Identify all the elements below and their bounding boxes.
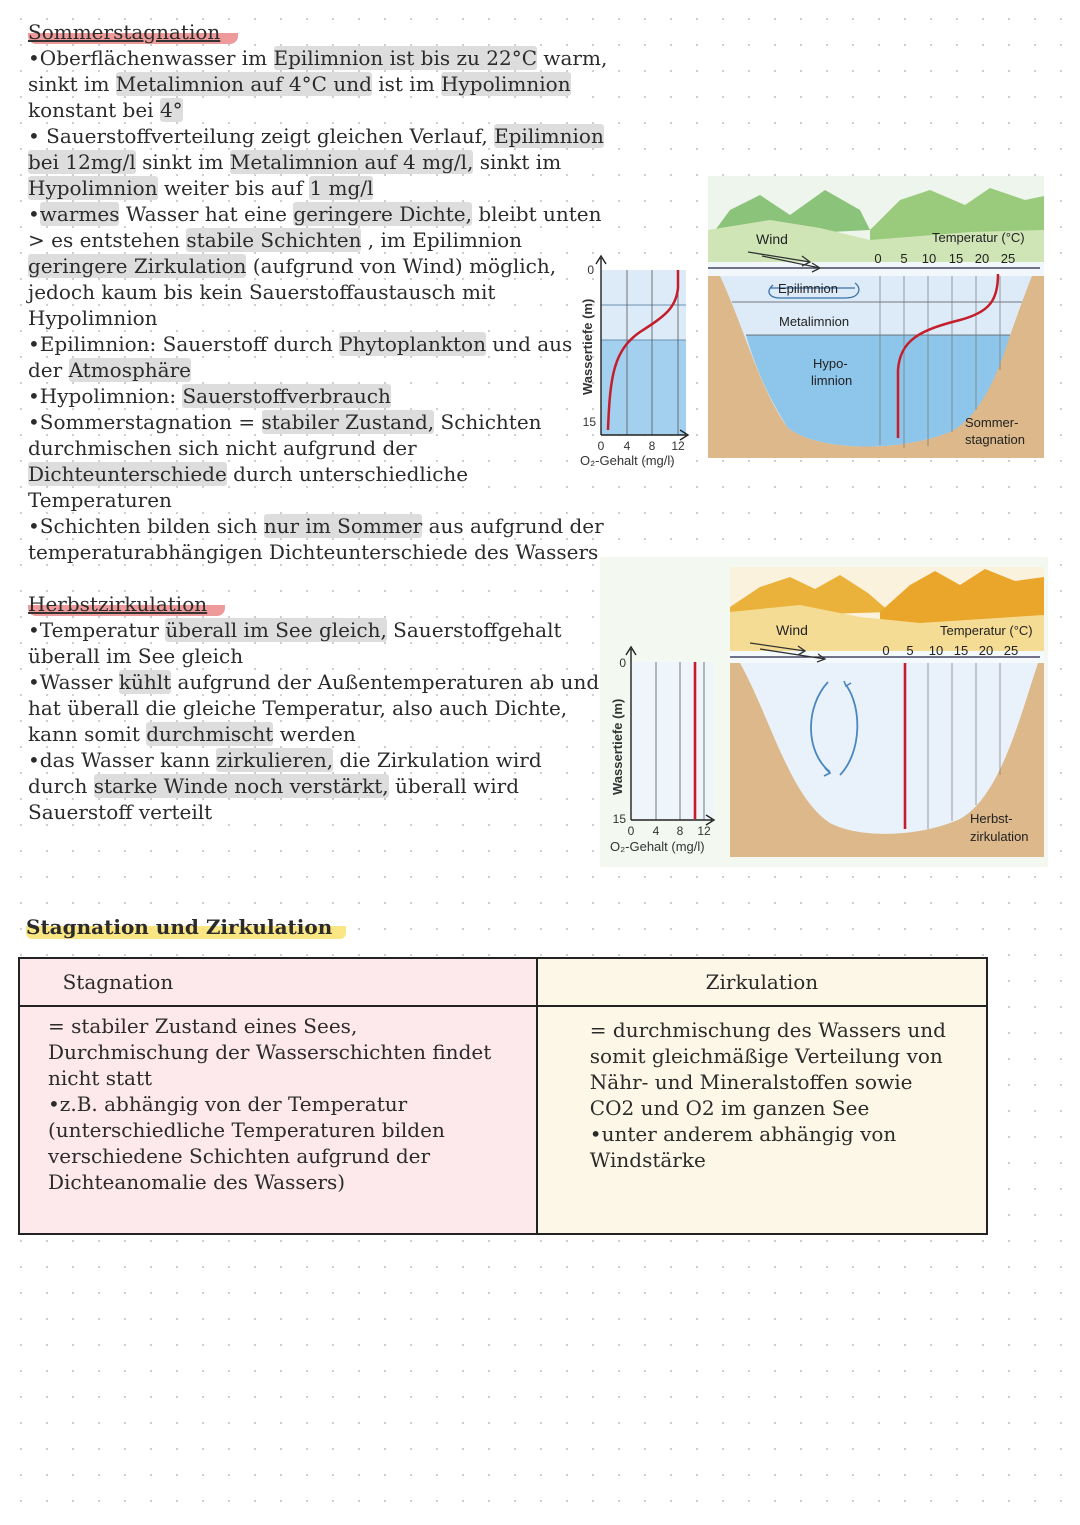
sommer-line: Hypolimnion weiter bis auf 1 mg/l — [28, 176, 374, 200]
layer-hypolimnion-a: Hypo- — [813, 356, 848, 371]
heading-stagnation-zirkulation: Stagnation und Zirkulation — [26, 914, 346, 940]
depth-axis-label: Wassertiefe (m) — [580, 298, 595, 395]
sommer-line: der Atmosphäre — [28, 358, 191, 382]
cell-line: Dichteanomalie des Wassers) — [48, 1170, 346, 1194]
sommer-line: Hypolimnion — [28, 306, 158, 330]
cell-line: somit gleichmäßige Verteilung von — [589, 1044, 943, 1068]
sommer-text — [28, 45, 607, 565]
table-cell-zirkulation — [537, 1006, 987, 1234]
cell-line: Durchmischung der Wasserschichten findet — [48, 1040, 492, 1064]
sommer-line: jedoch kaum bis kein Sauerstoffaustausch mit — [28, 280, 496, 304]
o2-tick-b: 4 — [652, 824, 660, 838]
sommer-line: • Sauerstoffverteilung zeigt gleichen Verlauf, Epilimnion — [28, 124, 604, 148]
cell-line: (unterschiedliche Temperaturen bilden — [48, 1118, 445, 1142]
sommer-line: •warmes Wasser hat eine geringere Dichte, bleibt unten — [28, 202, 602, 226]
o2-tick-a: 0 — [597, 439, 605, 453]
herbst-line: hat überall die gleiche Temperatur, also auch Dichte, — [28, 696, 568, 720]
cell-line: nicht statt — [48, 1066, 153, 1090]
temp-tick: 10 — [921, 251, 937, 266]
heading-herbstzirkulation: Herbstzirkulation — [28, 591, 225, 617]
cell-line: •unter anderem abhängig von — [589, 1122, 897, 1146]
wind-label: Wind — [756, 231, 788, 247]
sommer-line: Temperaturen — [28, 488, 172, 512]
temp-label: Temperatur (°C) — [932, 230, 1025, 245]
sommer-line: •Sommerstagnation = stabiler Zustand, Schichten — [28, 410, 542, 434]
heading-sommerstagnation: Sommerstagnation — [28, 19, 238, 45]
sommer-line: durchmischen sich nicht aufgrund der — [28, 436, 417, 460]
temp-tick: 15 — [948, 251, 964, 266]
cell-line: •z.B. abhängig von der Temperatur — [48, 1092, 408, 1116]
figure-herbstzirkulation — [600, 557, 1050, 867]
caption-line2: zirkulation — [970, 829, 1029, 844]
sommer-line: sinkt im Metalimnion auf 4°C und ist im Hypolimnion — [28, 72, 571, 96]
sommer-line: •Schichten bilden sich nur im Sommer aus aufgrund der — [28, 514, 604, 538]
temp-tick: 10 — [928, 643, 944, 658]
herbst-line: •Temperatur überall im See gleich, Sauerstoffgehalt — [28, 618, 562, 642]
temp-tick: 25 — [1003, 643, 1019, 658]
cell-line: = stabiler Zustand eines Sees, — [48, 1014, 358, 1038]
caption-line1: Sommer- — [965, 415, 1019, 430]
herbst-line: durch starke Winde noch verstärkt, überall wird — [28, 774, 520, 798]
caption-line2: stagnation — [965, 432, 1025, 447]
depth-tick-15: 15 — [612, 812, 626, 826]
cell-line: = durchmischung des Wassers und — [589, 1018, 946, 1042]
herbst-line: •das Wasser kann zirkulieren, die Zirkulation wird — [28, 748, 542, 772]
depth-axis-label: Wassertiefe (m) — [610, 698, 625, 795]
temp-tick: 20 — [974, 251, 990, 266]
layer-epilimnion: Epilimnion — [778, 281, 838, 296]
cell-line: Nähr- und Mineralstoffen sowie — [589, 1070, 913, 1094]
sommer-line: bei 12mg/l sinkt im Metalimnion auf 4 mg/l, sinkt im — [28, 150, 562, 174]
wind-label: Wind — [776, 622, 808, 638]
cell-line: verschiedene Schichten aufgrund der — [48, 1144, 431, 1168]
o2-tick-d: 12 — [697, 824, 711, 838]
o2-axis-label: O₂-Gehalt (mg/l) — [610, 839, 705, 854]
depth-tick-0: 0 — [587, 263, 594, 277]
depth-tick-15: 15 — [582, 415, 596, 429]
chart-water-bottom — [601, 340, 686, 435]
sommer-line: Dichteunterschiede durch unterschiedliche — [28, 462, 469, 486]
o2-tick-d: 12 — [671, 439, 685, 453]
temp-label: Temperatur (°C) — [940, 623, 1033, 638]
o2-chart-summer — [580, 256, 688, 468]
sommer-line: •Hypolimnion: Sauerstoffverbrauch — [28, 384, 391, 408]
herbst-text — [28, 617, 599, 825]
sommer-line: •Epilimnion: Sauerstoff durch Phytoplankton und aus — [28, 332, 573, 356]
o2-axis-label: O₂-Gehalt (mg/l) — [580, 453, 675, 468]
cell-line: Windstärke — [589, 1148, 706, 1172]
comparison-table — [18, 957, 988, 1235]
layer-hypolimnion-b: limnion — [811, 373, 853, 388]
herbst-line: Sauerstoff verteilt — [28, 800, 213, 824]
temp-tick: 20 — [978, 643, 994, 658]
temp-tick: 5 — [900, 251, 908, 266]
temp-tick: 5 — [906, 643, 914, 658]
herbst-line: überall im See gleich — [28, 644, 244, 668]
temp-tick: 0 — [882, 643, 890, 658]
chart-water — [631, 662, 713, 820]
sommer-line: geringere Zirkulation (aufgrund von Wind) möglich, — [28, 254, 557, 278]
sommer-line: •Oberflächenwasser im Epilimnion ist bis zu 22°C warm, — [28, 46, 608, 70]
cell-line: CO2 und O2 im ganzen See — [589, 1096, 870, 1120]
lake-section-autumn — [730, 567, 1044, 857]
sommer-line: > es entstehen stabile Schichten , im Epilimnion — [28, 228, 522, 252]
temp-tick: 15 — [953, 643, 969, 658]
table-header-zirkulation: Zirkulation — [537, 958, 987, 1006]
sommer-line: konstant bei 4° — [28, 98, 183, 122]
o2-tick-a: 0 — [627, 824, 635, 838]
sommer-line: temperaturabhängigen Dichteunterschiede des Wassers — [28, 540, 599, 564]
caption-line1: Herbst- — [970, 811, 1013, 826]
depth-tick-0: 0 — [619, 656, 626, 670]
temp-tick: 25 — [1000, 251, 1016, 266]
herbst-line: •Wasser kühlt aufgrund der Außentemperaturen ab und — [28, 670, 600, 694]
table-header-stagnation: Stagnation — [19, 958, 537, 1006]
layer-metalimnion: Metalimnion — [779, 314, 850, 329]
herbst-line: kann somit durchmischt werden — [28, 722, 356, 746]
o2-tick-b: 4 — [623, 439, 631, 453]
table-cell-stagnation — [19, 1006, 537, 1234]
temp-tick: 0 — [874, 251, 882, 266]
o2-tick-c: 8 — [676, 824, 684, 838]
o2-tick-c: 8 — [648, 439, 656, 453]
figure-sommerstagnation — [570, 170, 1050, 470]
lake-section-summer — [708, 176, 1044, 458]
